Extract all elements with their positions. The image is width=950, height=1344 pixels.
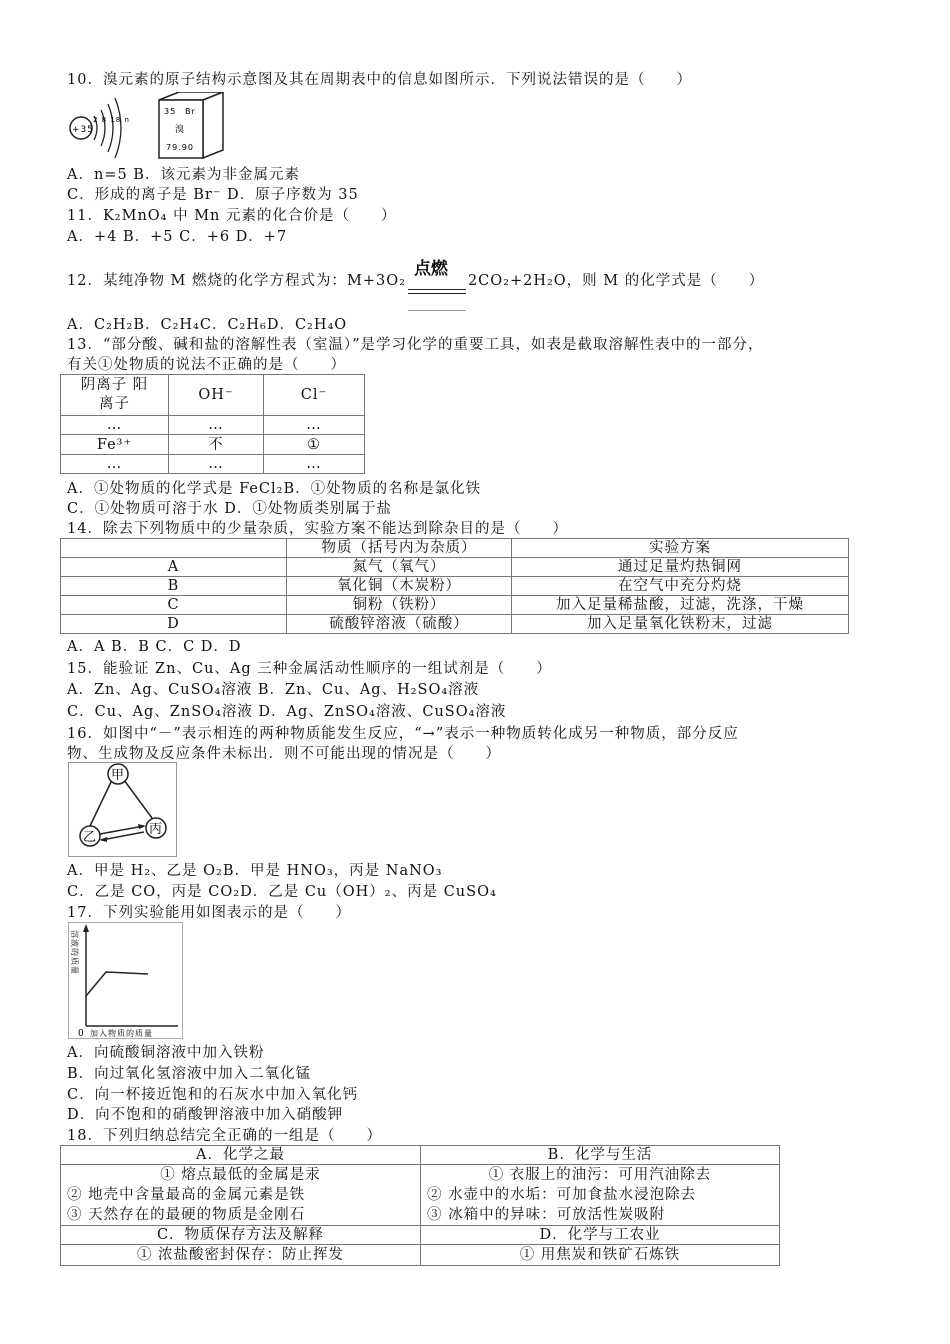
group-d-title: D．化学与工农业: [421, 1226, 780, 1245]
q10-options-cd: C．形成的离子是 Br⁻ D．原子序数为 35: [67, 187, 359, 203]
condition-label: 点燃: [413, 259, 448, 279]
q12-stem-left: 12．某纯净物 M 燃烧的化学方程式为：M+3O₂: [67, 273, 406, 289]
table-cell: C: [61, 596, 287, 615]
table-cell: 通过足量灼热铜网: [512, 558, 849, 577]
q15-options-cd: C．Cu、Ag、ZnSO₄溶液 D．Ag、ZnSO₄溶液、CuSO₄溶液: [67, 704, 507, 720]
q16-stem-line1: 16．如图中“－”表示相连的两种物质能发生反应，“→”表示一种物质转化成另一种物质，部分反应: [67, 726, 739, 742]
table-row: [61, 577, 849, 596]
summary-table: [60, 1145, 780, 1266]
group-d-item: ① 用焦炭和铁矿石炼铁: [421, 1245, 780, 1266]
q12-stem-right: 2CO₂+2H₂O，则 M 的化学式是（ ）: [467, 273, 765, 289]
table-cell: 加入足量稀盐酸，过滤，洗涤，干燥: [512, 596, 849, 615]
table-cell: [61, 539, 287, 558]
q13-options-ab: A．①处物质的化学式是 FeCl₂B．①处物质的名称是氯化铁: [67, 481, 482, 497]
group-b-title: B．化学与生活: [421, 1146, 780, 1165]
table-cell: …: [169, 416, 264, 435]
table-cell: D: [61, 615, 287, 634]
list-item: ② 水壶中的水垢：可加食盐水浸泡除去: [427, 1187, 697, 1203]
solubility-header-cl: Cl⁻: [264, 375, 365, 416]
x-axis-label: 加入物质的质量: [90, 1029, 153, 1038]
q14-stem: 14．除去下列物质中的少量杂质，实验方案不能达到除杂目的是（ ）: [67, 521, 568, 537]
element-name: 溴: [175, 125, 186, 135]
table-cell: 在空气中充分灼烧: [512, 577, 849, 596]
q13-stem-line2: 有关①处物质的说法不正确的是（ ）: [67, 357, 346, 373]
table-cell: …: [264, 416, 365, 435]
element-symbol: Br: [185, 107, 196, 116]
y-axis-label: 溶液的质量: [70, 930, 79, 975]
table-cell: …: [61, 455, 169, 474]
table-cell: Fe³⁺: [61, 435, 169, 455]
node-jia: 甲: [111, 768, 126, 783]
q17-option-c: C．向一杯接近饱和的石灰水中加入氧化钙: [67, 1087, 359, 1103]
q16-stem-line2: 物、生成物及反应条件未标出．则不可能出现的情况是（ ）: [67, 746, 501, 762]
q16-options-ab: A．甲是 H₂、乙是 O₂B．甲是 HNO₃，丙是 NaNO₃: [67, 863, 443, 879]
q16-options-cd: C．乙是 CO，丙是 CO₂D．乙是 Cu（OH）₂、丙是 CuSO₄: [67, 884, 497, 900]
q17-option-b: B．向过氧化氢溶液中加入二氧化锰: [67, 1066, 312, 1082]
table-row: [61, 596, 849, 615]
atom-structure-diagram: [70, 98, 130, 158]
q17-option-a: A．向硫酸铜溶液中加入铁粉: [67, 1045, 265, 1061]
table-cell: 硫酸锌溶液（硫酸）: [287, 615, 512, 634]
solubility-table: [60, 374, 365, 474]
solution-mass-graph: [68, 922, 184, 1040]
list-item: ① 熔点最低的金属是汞: [160, 1167, 321, 1183]
nucleus-label: +35: [72, 125, 94, 135]
q10-stem: 10．溴元素的原子结构示意图及其在周期表中的信息如图所示．下列说法错误的是（ ）: [67, 72, 692, 88]
q12-options: A．C₂H₂B．C₂H₄C．C₂H₆D．C₂H₄O: [67, 317, 348, 333]
table-cell: ①: [264, 435, 365, 455]
node-yi: 乙: [83, 830, 98, 845]
group-c-item: ① 浓盐酸密封保存：防止挥发: [61, 1245, 421, 1266]
table-cell: 实验方案: [512, 539, 849, 558]
atomic-mass: 79.90: [166, 143, 194, 152]
table-cell: 氧化铜（木炭粉）: [287, 577, 512, 596]
group-a-title: A．化学之最: [61, 1146, 421, 1165]
table-cell: …: [61, 416, 169, 435]
q14-options: A．A B．B C．C D．D: [67, 639, 242, 655]
table-cell: 物质（括号内为杂质）: [287, 539, 512, 558]
q18-stem: 18．下列归纳总结完全正确的一组是（ ）: [67, 1128, 382, 1144]
q15-options-ab: A．Zn、Ag、CuSO₄溶液 B．Zn、Cu、Ag、H₂SO₄溶液: [67, 682, 480, 698]
q13-stem-line1: 13．“部分酸、碱和盐的溶解性表（室温）”是学习化学的重要工具，如表是截取溶解性表中的一部分，: [67, 337, 764, 353]
atomic-number: 35: [164, 107, 177, 116]
q15-stem: 15．能验证 Zn、Cu、Ag 三种金属活动性顺序的一组试剂是（ ）: [67, 661, 552, 677]
table-cell: …: [264, 455, 365, 474]
group-b-items: [421, 1165, 780, 1226]
origin-label: 0: [78, 1029, 85, 1039]
list-item: ③ 冰箱中的异味：可放活性炭吸附: [427, 1207, 666, 1223]
reaction-triangle-diagram: [68, 762, 178, 858]
table-cell: 不: [169, 435, 264, 455]
impurity-table: [60, 538, 849, 634]
periodic-cell: [159, 92, 223, 158]
shell-electrons: 2 8 18 n: [93, 116, 130, 124]
bromine-figure: [67, 92, 227, 162]
q12-stem: [67, 259, 765, 290]
table-cell: 铜粉（铁粉）: [287, 596, 512, 615]
q13-options-cd: C．①处物质可溶于水 D．①处物质类别属于盐: [67, 501, 392, 517]
table-cell: A: [61, 558, 287, 577]
table-cell: 加入足量氧化铁粉末，过滤: [512, 615, 849, 634]
solubility-header-corner: 阴离子 阳 离子: [61, 375, 169, 416]
q10-options-ab: A．n=5 B．该元素为非金属元素: [67, 167, 300, 183]
q17-option-d: D．向不饱和的硝酸钾溶液中加入硝酸钾: [67, 1107, 344, 1123]
reaction-condition: [406, 259, 468, 290]
table-row: [61, 558, 849, 577]
q17-stem: 17．下列实验能用如图表示的是（ ）: [67, 905, 351, 921]
table-row: [61, 615, 849, 634]
table-cell: …: [169, 455, 264, 474]
list-item: ① 衣服上的油污：可用汽油除去: [488, 1167, 712, 1183]
table-cell: 氮气（氧气）: [287, 558, 512, 577]
solubility-header-oh: OH⁻: [169, 375, 264, 416]
q11-options: A．+4 B．+5 C．+6 D．+7: [67, 229, 288, 245]
group-c-title: C．物质保存方法及解释: [61, 1226, 421, 1245]
group-a-items: [61, 1165, 421, 1226]
list-item: ③ 天然存在的最硬的物质是金刚石: [67, 1207, 306, 1223]
q11-stem: 11．K₂MnO₄ 中 Mn 元素的化合价是（ ）: [67, 208, 397, 224]
node-bing: 丙: [149, 822, 164, 837]
table-cell: B: [61, 577, 287, 596]
list-item: ② 地壳中含量最高的金属元素是铁: [67, 1187, 306, 1203]
